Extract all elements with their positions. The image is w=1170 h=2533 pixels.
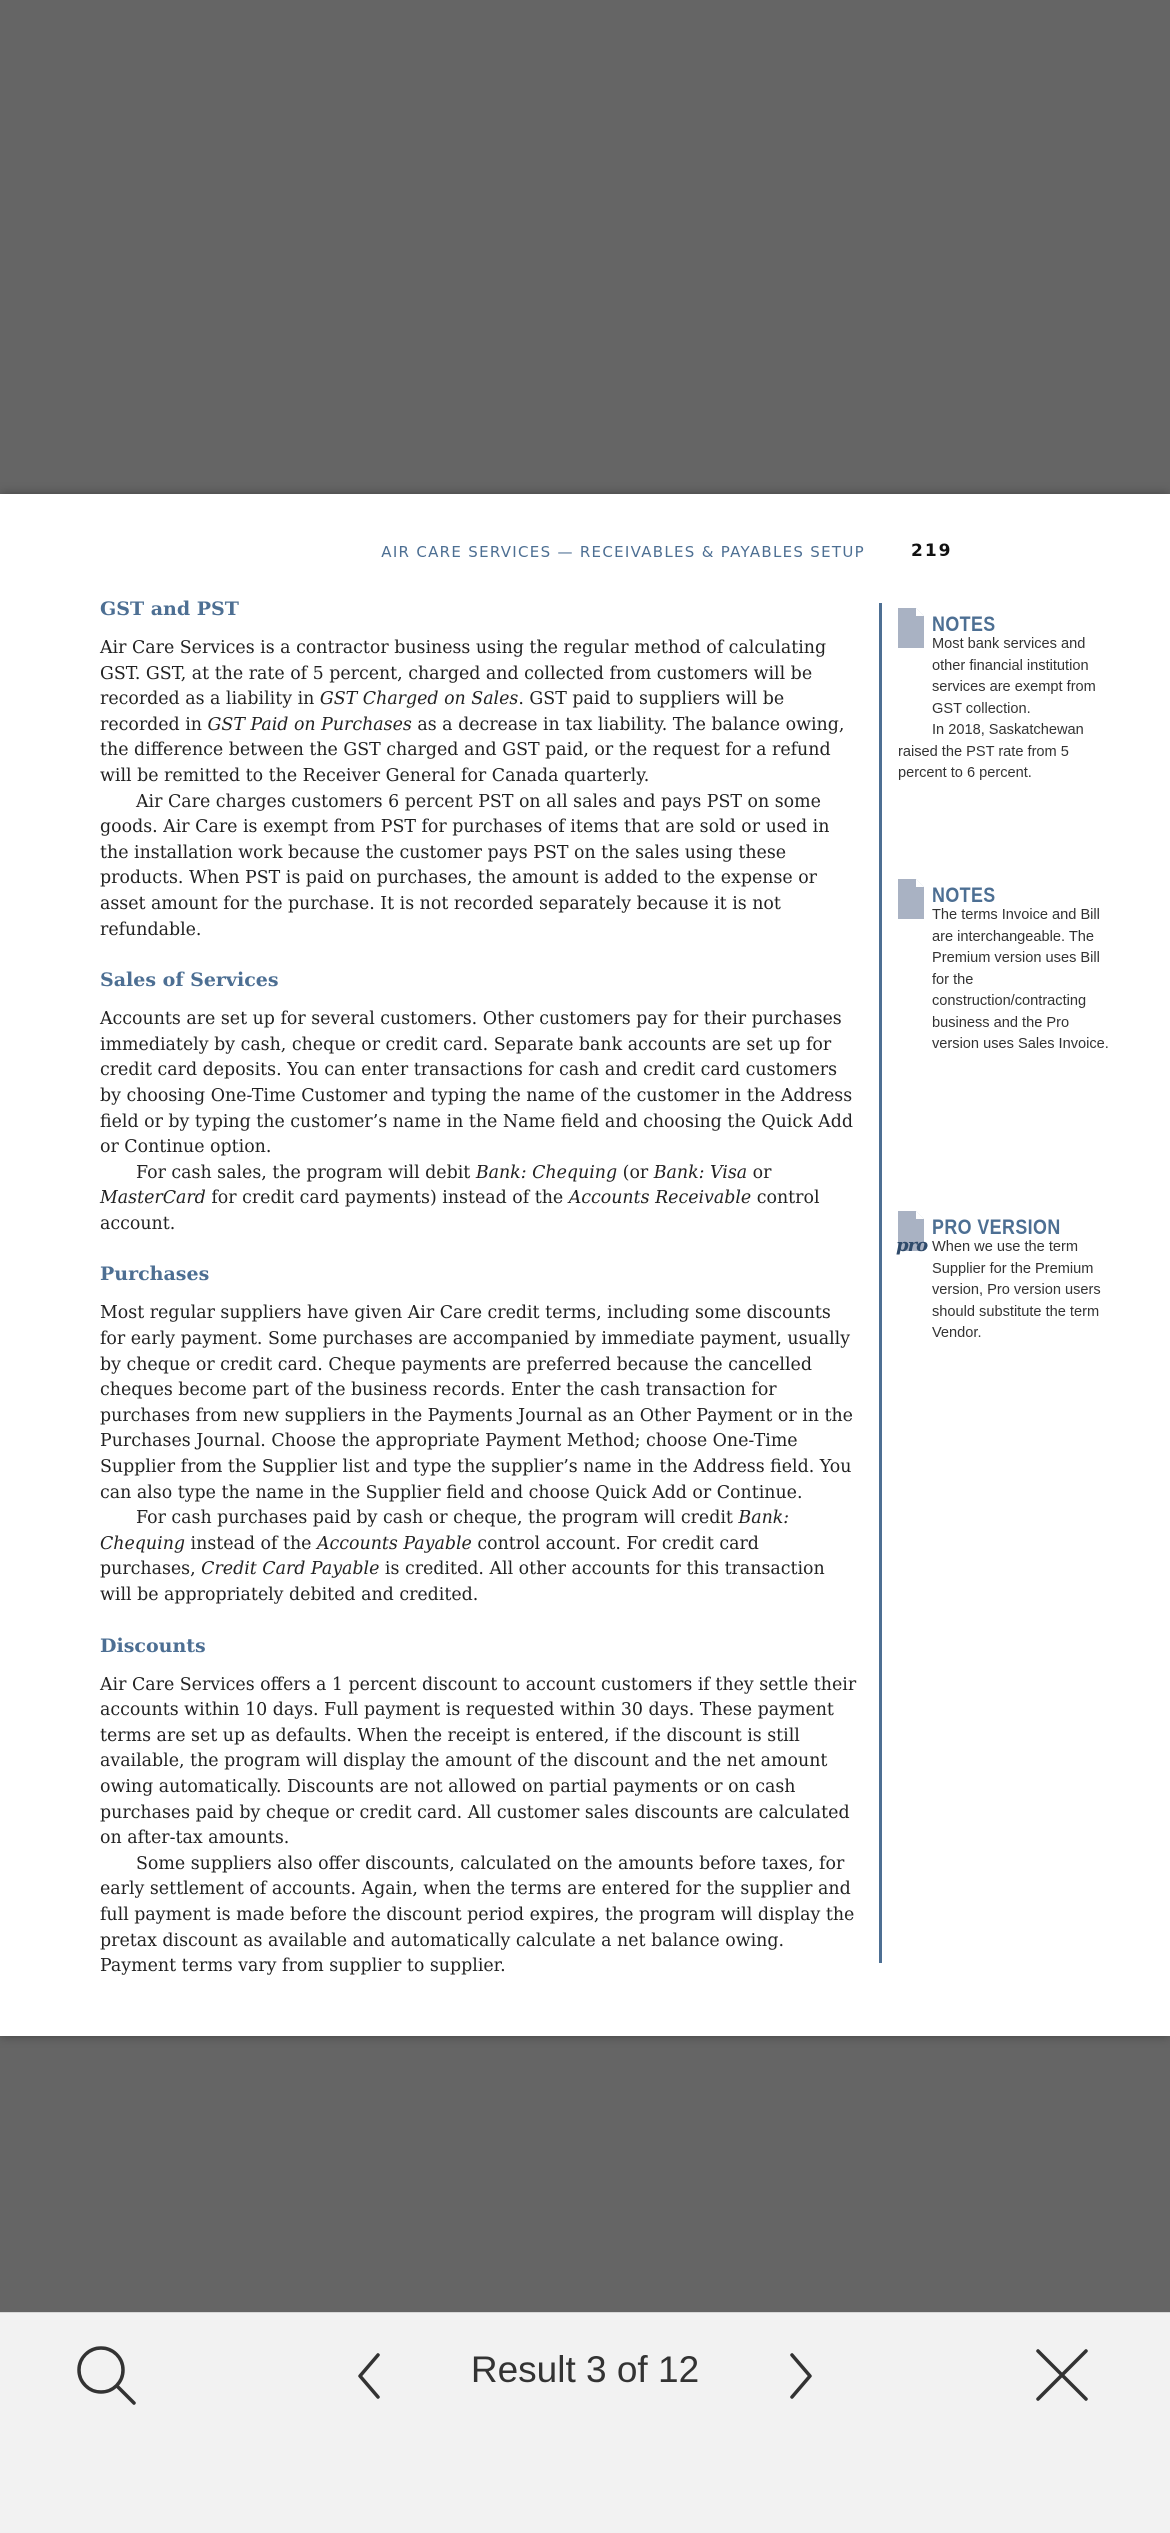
note-text: The terms Invoice and Bill are interchangeable. The Premium version uses Bill for the construction/contracting business and the Pro version uses Sales Invoice. <box>932 907 1109 1052</box>
running-header <box>0 543 1170 573</box>
section-heading: GST and PST <box>100 598 239 620</box>
note-page-icon <box>898 879 924 919</box>
margin-rule <box>879 603 882 1963</box>
side-note-notes-2 <box>898 877 1113 1056</box>
section-gst-pst <box>100 596 860 943</box>
search-results-toolbar <box>0 2312 1170 2533</box>
paragraph: Air Care Services is a contractor business using the regular method of calculating GST. GST, at the rate of 5 percent, charged and collected from customers will be recorded as a liability in GST Charged on Sales. GST paid to suppliers will be recorded in GST Paid on Purchases as a decrease in tax liability. The balance owing, the difference between the GST charged and GST paid, or the request for a refund will be remitted to the Receiver General for Canada quarterly. <box>100 638 845 786</box>
running-title: AIR CARE SERVICES — RECEIVABLES & PAYABLES SETUP <box>381 543 865 561</box>
section-heading: Discounts <box>100 1634 206 1657</box>
paragraph: Air Care charges customers 6 percent PST on all sales and pays PST on some goods. Air Care is exempt from PST for purchases of items that are sold or used in the installation work because the customer pays PST on the sales using these products. When PST is paid on purchases, the amount is added to the expense or asset amount for the purchase. It is not recorded separately because it is not refundable. <box>100 791 830 940</box>
section-discounts <box>100 1633 860 1980</box>
side-note-notes-1 <box>898 606 1113 785</box>
search-icon[interactable] <box>74 2343 138 2407</box>
search-result-counter: Result 3 of 12 <box>470 2349 700 2390</box>
note-text: In 2018, Saskatchewan raised the PST rate from 5 percent to 6 percent. <box>898 722 1084 781</box>
note-text: Most bank services and other financial institution services are exempt from GST collection. <box>932 636 1096 717</box>
note-title: PRO VERSION <box>932 1216 1061 1239</box>
note-title: NOTES <box>932 884 996 907</box>
note-text: When we use the term Supplier for the Premium version, Pro version users should substitute the term Vendor. <box>932 1239 1101 1341</box>
close-icon[interactable] <box>1034 2347 1090 2403</box>
paragraph: Accounts are set up for several customers. Other customers pay for their purchases immediately by cash, cheque or credit card. Separate bank accounts are set up for credit card deposits. You can enter transactions for cash and credit card customers by choosing One-Time Customer and typing the name of the customer in the Address field or by typing the customer’s name in the Name field and choosing the Quick Add or Continue option. <box>100 1009 853 1158</box>
paragraph: For cash purchases paid by cash or cheque, the program will credit Bank: Chequing instead of the Accounts Payable control account. For credit card purchases, Credit Card Payable is credited. All other accounts for this transaction will be appropriately debited and credited. <box>100 1508 825 1605</box>
paragraph: Most regular suppliers have given Air Care credit terms, including some discounts for early payment. Some purchases are accompanied by immediate payment, usually by cheque or credit card. Cheque payments are preferred because the cancelled cheques become part of the business records. Enter the cash transaction for purchases from new suppliers in the Payments Journal as an Other Payment or in the Purchases Journal. Choose the appropriate Payment Method; choose One-Time Supplier from the Supplier list and type the supplier’s name in the Address field. You can also type the name in the Supplier field and choose Quick Add or Continue. <box>100 1303 853 1503</box>
paragraph: Air Care Services offers a 1 percent discount to account customers if they settle their accounts within 10 days. Full payment is requested within 30 days. These payment terms are set up as defaults. When the receipt is entered, if the discount is still available, the program will display the amount of the discount and the net amount owing automatically. Discounts are not allowed on partial payments or on cash purchases paid by cheque or credit card. All customer sales discounts are calculated on after-tax amounts. <box>100 1674 857 1849</box>
section-heading: Purchases <box>100 1263 210 1286</box>
section-purchases <box>100 1261 860 1608</box>
pro-badge: pro <box>896 1235 928 1256</box>
chevron-right-icon[interactable] <box>782 2351 818 2401</box>
side-note-pro-version <box>898 1209 1113 1345</box>
section-heading: Sales of Services <box>100 969 279 992</box>
note-title: NOTES <box>932 613 996 636</box>
paragraph: For cash sales, the program will debit Bank: Chequing (or Bank: Visa or MasterCard for credit card payments) instead of the Accounts Receivable control account. <box>100 1162 820 1234</box>
paragraph: Some suppliers also offer discounts, calculated on the amounts before taxes, for early settlement of accounts. Again, when the terms are entered for the supplier and full payment is made before the discount period expires, the program will display the pretax discount as available and automatically calculate a net balance owing. Payment terms vary from supplier to supplier. <box>100 1853 855 1977</box>
page-number: 219 <box>911 541 953 561</box>
note-page-icon <box>898 608 924 648</box>
main-text-column <box>100 596 860 2004</box>
chevron-left-icon[interactable] <box>352 2351 388 2401</box>
section-sales-of-services <box>100 967 860 1237</box>
